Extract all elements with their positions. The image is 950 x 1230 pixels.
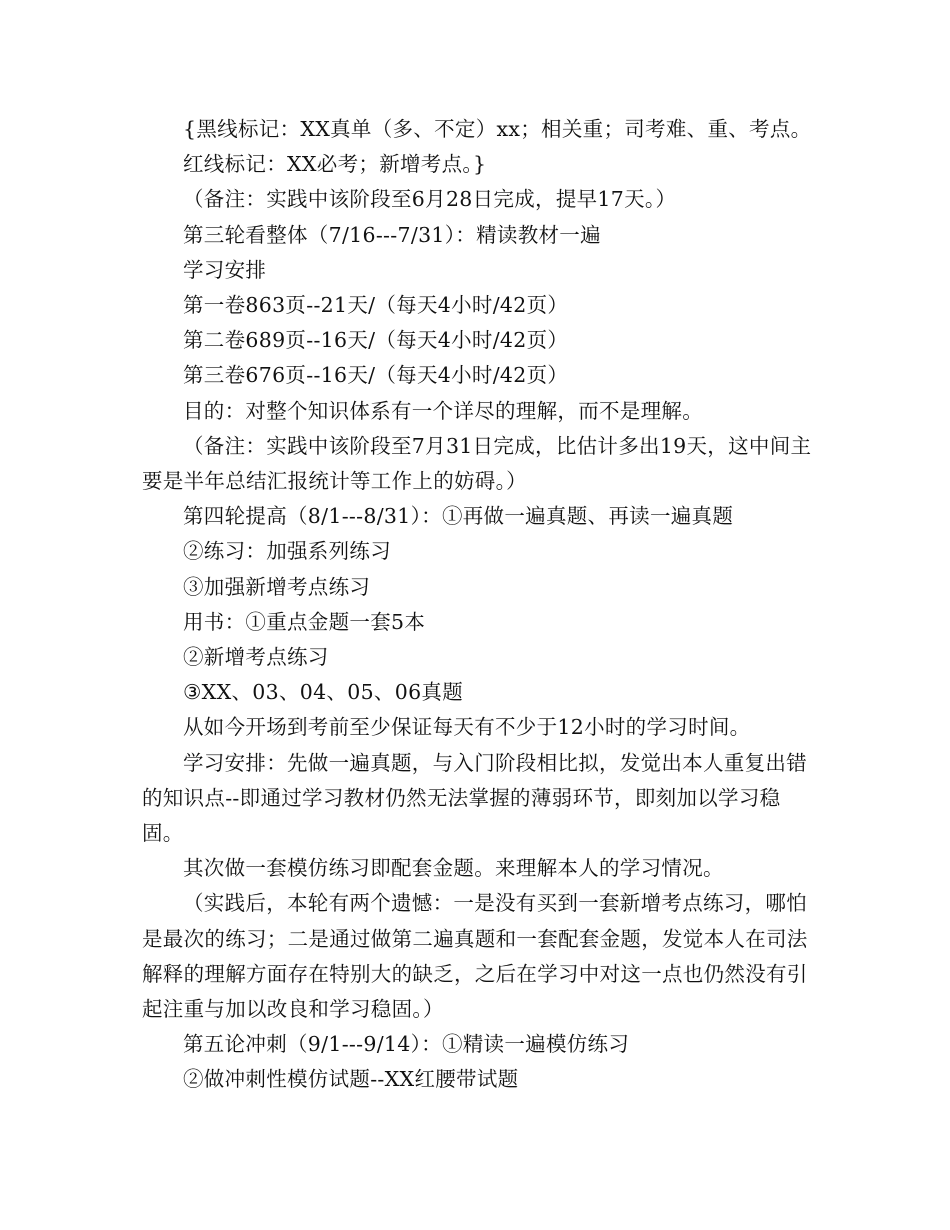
paragraph-books-item-two: ②新增考点练习 — [183, 645, 329, 670]
paragraph-note-stage-four: （实践后，本轮有两个遗憾：一是没有买到一套新增考点练习，哪怕是最次的练习；二是通过做第二遍真题和一套配套金题，发觉本人在司法解释的理解方面存在特别大的缺乏，之后在学习中对这一点也仍然没有引起注重与加以改良和学习稳固。） — [142, 891, 808, 1022]
paragraph-round-five-heading: 第五论冲刺（9/1---9/14）：①精读一遍模仿练习 — [183, 1032, 630, 1057]
paragraph-round-four-heading: 第四轮提高（8/1---8/31）：①再做一遍真题、再读一遍真题 — [183, 504, 734, 529]
paragraph-study-plan-label: 学习安排 — [183, 257, 267, 282]
paragraph-black-line-legend: {黑线标记：XX真单（多、不定）xx；相关重；司考难、重、考点。 — [183, 117, 812, 141]
paragraph-round-four-item-two: ②练习：加强系列练习 — [183, 539, 391, 564]
paragraph-note-stage-three: （备注：实践中该阶段至7月31日完成，比估计多出19天，这中间主要是半年总结汇报统计等工作上的妨碍。） — [142, 433, 812, 494]
paragraph-books-item-three: ③XX、03、04、05、06真题 — [183, 680, 464, 705]
paragraph-round-three-heading: 第三轮看整体（7/16---7/31）：精读教材一遍 — [183, 222, 601, 247]
paragraph-volume-one: 第一卷863页--21天/（每天4小时/42页） — [183, 293, 569, 318]
paragraph-volume-two: 第二卷689页--16天/（每天4小时/42页） — [183, 328, 569, 353]
paragraph-daily-hours: 从如今开场到考前至少保证每天有不少于12小时的学习时间。 — [183, 715, 751, 740]
paragraph-note-stage-two: （备注：实践中该阶段至6月28日完成，提早17天。） — [183, 187, 677, 212]
paragraph-mock-practice: 其次做一套模仿练习即配套金题。来理解本人的学习情况。 — [183, 856, 724, 881]
document-body — [142, 112, 814, 1098]
paragraph-purpose: 目的：对整个知识体系有一个详尽的理解，而不是理解。 — [183, 398, 703, 423]
paragraph-round-five-item-two: ②做冲刺性模仿试题--XX红腰带试题 — [183, 1067, 519, 1092]
paragraph-books-heading: 用书：①重点金题一套5本 — [183, 609, 426, 634]
paragraph-red-line-legend: 红线标记：XX必考；新增考点。} — [183, 152, 487, 177]
paragraph-study-plan-detail: 学习安排：先做一遍真题，与入门阶段相比拟，发觉出本人重复出错的知识点--即通过学习教材仍然无法掌握的薄弱环节，即刻加以学习稳固。 — [142, 750, 807, 846]
paragraph-round-four-item-three: ③加强新增考点练习 — [183, 574, 371, 599]
paragraph-volume-three: 第三卷676页--16天/（每天4小时/42页） — [183, 363, 569, 388]
